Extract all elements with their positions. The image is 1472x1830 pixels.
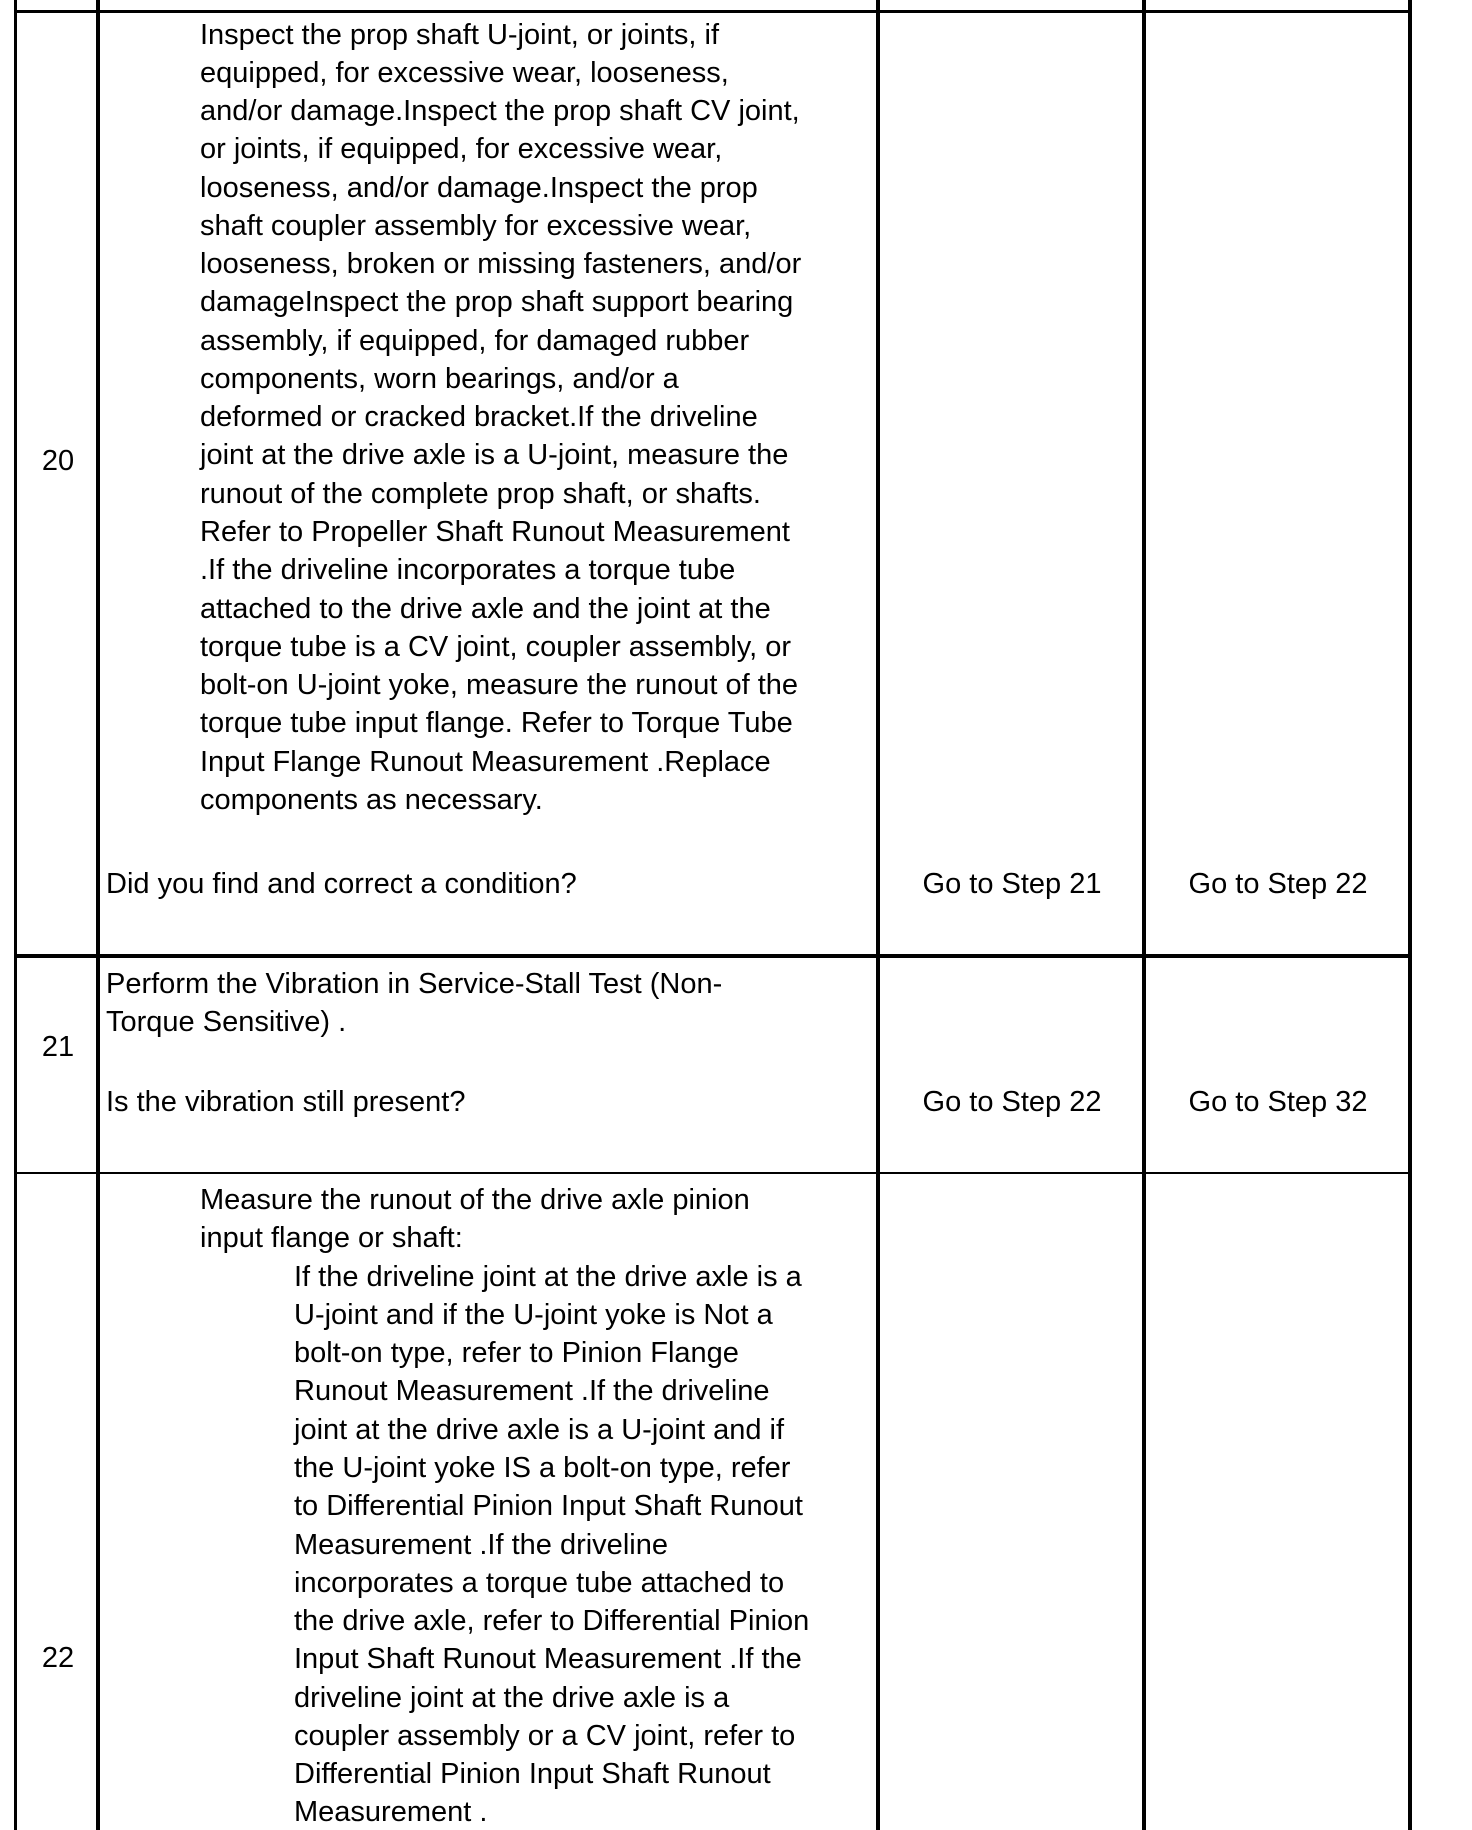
action-line: Measurement .If the driveline: [294, 1529, 668, 1561]
yes-result: Go to Step 22: [922, 1086, 1102, 1118]
action-line: shaft coupler assembly for excessive wear,: [200, 210, 752, 242]
table-row-step-21: [0, 956, 1472, 1173]
action-line: joint at the drive axle is a U-joint and if: [294, 1414, 785, 1446]
action-line: U-joint and if the U-joint yoke is Not a: [294, 1299, 773, 1331]
step-question: Is the vibration still present?: [106, 1086, 466, 1118]
action-line: Differential Pinion Input Shaft Runout: [294, 1758, 771, 1790]
action-line: attached to the drive axle and the joint at the: [200, 593, 771, 625]
action-line: If the driveline joint at the drive axle is a: [294, 1261, 802, 1293]
action-line: incorporates a torque tube attached to: [294, 1567, 785, 1599]
table-row-step-22: [0, 1173, 1472, 1830]
intro-line: Measure the runout of the drive axle pinion: [200, 1184, 750, 1216]
action-line: .If the driveline incorporates a torque tube: [200, 554, 736, 586]
action-line: Perform the Vibration in Service-Stall Test (Non-: [106, 968, 723, 1000]
action-line: the drive axle, refer to Differential Pinion: [294, 1605, 810, 1637]
action-line: Input Shaft Runout Measurement .If the: [294, 1643, 802, 1675]
action-line: torque tube input flange. Refer to Torque Tube: [200, 707, 793, 739]
step-number: 20: [41, 445, 75, 477]
action-line: to Differential Pinion Input Shaft Runout: [294, 1490, 803, 1522]
action-line: bolt-on U-joint yoke, measure the runout of the: [200, 669, 799, 701]
yes-result: Go to Step 21: [922, 868, 1102, 900]
no-result: Go to Step 22: [1188, 868, 1368, 900]
step-number: 22: [41, 1642, 75, 1674]
action-line: Inspect the prop shaft U-joint, or joints, if: [200, 19, 720, 51]
action-line: and/or damage.Inspect the prop shaft CV joint,: [200, 95, 800, 127]
action-line: coupler assembly or a CV joint, refer to: [294, 1720, 796, 1752]
no-result: Go to Step 32: [1188, 1086, 1368, 1118]
action-line: Torque Sensitive) .: [106, 1006, 347, 1038]
action-line: Runout Measurement .If the driveline: [294, 1375, 770, 1407]
action-line: deformed or cracked bracket.If the driveline: [200, 401, 758, 433]
step-number: 21: [41, 1031, 75, 1063]
action-line: equipped, for excessive wear, looseness,: [200, 57, 729, 89]
action-line: joint at the drive axle is a U-joint, measure the: [200, 439, 789, 471]
action-line: torque tube is a CV joint, coupler assembly, or: [200, 631, 792, 663]
action-line: runout of the complete prop shaft, or shafts.: [200, 478, 761, 510]
step-question: Did you find and correct a condition?: [106, 868, 577, 900]
action-line: Measurement .: [294, 1796, 488, 1828]
action-line: looseness, broken or missing fasteners, and/or: [200, 248, 802, 280]
action-line: bolt-on type, refer to Pinion Flange: [294, 1337, 739, 1369]
action-line: components as necessary.: [200, 784, 543, 816]
action-line: damageInspect the prop shaft support bearing: [200, 286, 794, 318]
intro-line: input flange or shaft:: [200, 1222, 463, 1254]
action-line: assembly, if equipped, for damaged rubber: [200, 325, 750, 357]
action-line: Refer to Propeller Shaft Runout Measurement: [200, 516, 790, 548]
action-line: driveline joint at the drive axle is a: [294, 1682, 730, 1714]
action-line: or joints, if equipped, for excessive wear,: [200, 133, 723, 165]
action-line: Input Flange Runout Measurement .Replace: [200, 746, 771, 778]
action-line: the U-joint yoke IS a bolt-on type, refer: [294, 1452, 791, 1484]
action-line: components, worn bearings, and/or a: [200, 363, 679, 395]
action-line: looseness, and/or damage.Inspect the prop: [200, 172, 758, 204]
